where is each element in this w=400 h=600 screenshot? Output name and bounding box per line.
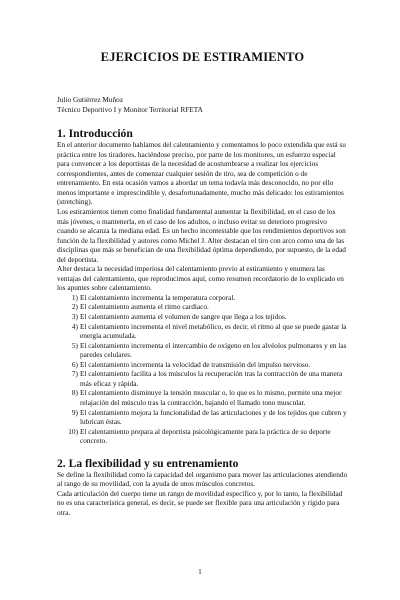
- list-item: [67, 408, 348, 427]
- page-number: 1: [198, 567, 202, 576]
- list-item: [67, 427, 348, 446]
- list-item-number: 8): [71, 388, 78, 398]
- list-item-number: 7): [71, 369, 78, 379]
- list-item-text: El calentamiento aumenta el ritmo cardiaco.: [80, 302, 209, 312]
- paragraph: Se define la flexibilidad como la capacidad del organismo para mover las articulaciones atendiendo al rango de su movilidad, con la ayuda de unos músculos concretos.: [57, 469, 348, 489]
- paragraph: Los estiramientos tienen como finalidad fundamental aumentar la flexibilidad, en el caso de los más jóvenes, o mantenerla, en el caso de los adultos, o incluso evitar su deterioro progresivo cuando se alcanza la mediana edad. Es un hecho incontestable que los rendimientos deportivos son función de la flexibilidad y autores como Michel J. Alter destacan el tiro con arco como una de las disciplinas que más se benefician de una flexibilidad óptima dependiendo, por supuesto, de la edad del deportista.: [57, 207, 346, 264]
- list-item-number: 3): [71, 312, 78, 322]
- list-item: [67, 341, 348, 360]
- list-item-text: El calentamiento incrementa la temperatura corporal.: [80, 292, 236, 302]
- list-item: [67, 360, 348, 370]
- paragraph: Alter destaca la necesidad imperiosa del calentamiento previo al estiramiento y enumera las ventajas del calentamiento, que reproducimos aquí, como resumen recordatorio de lo explicado en los apuntes sobre calentamiento.: [57, 264, 344, 293]
- list-item-number: 5): [71, 340, 78, 350]
- list-item-text: El calentamiento facilita a los músculos la recuperación tras la contracción de una manera más eficaz y rápida.: [80, 369, 343, 388]
- list-item-text: El calentamiento mejora la funcionalidad de las articulaciones y de los tejidos que cubren y lubrican éstas.: [80, 407, 347, 427]
- section-heading-flexibilidad: 2. La flexibilidad y su entrenamiento: [57, 456, 239, 470]
- list-item-number: 4): [71, 321, 78, 331]
- list-item-text: El calentamiento incrementa el intercambio de oxígeno en los alvéolos pulmonares y en las paredes celulares.: [80, 340, 347, 360]
- section-heading-introduccion: 1. Introducción: [57, 127, 133, 141]
- list-item: [67, 369, 348, 388]
- list-item-number: 6): [71, 359, 78, 369]
- paragraph: En el anterior documento hablamos del calentamiento y comentamos lo poco extendida que está su práctica entre los tiradores, haciéndose preciso, por parte de los monitores, un esfuerzo especial para convencer a los deportistas de la necesidad de acostumbrarse a realizar los ejercicios correspondientes, antes de comenzar cualquier sesión de tiro, sea de competición o de entrenamiento. En esta ocasión vamos a abordar un tema todavía más desconocido, no por ello menos importante e imprescindible y, desafortunadamente, mucho más delicado: los estiramientos (stretching).: [57, 140, 346, 207]
- list-item: [67, 302, 348, 312]
- list-item: [67, 293, 348, 303]
- list-item: [67, 312, 348, 322]
- list-item-number: 10): [68, 426, 78, 436]
- list-item-number: 9): [71, 407, 78, 417]
- list-item-text: El calentamiento incrementa la velocidad de transmisión del impulso nervioso.: [80, 359, 311, 369]
- list-item-text: El calentamiento incrementa el nivel metabólico, es decir, el ritmo al que se puede gastar la energía acumulada.: [80, 321, 347, 341]
- document-title: EJERCICIOS DE ESTIRAMIENTO: [100, 50, 305, 64]
- list-item-text: El calentamiento aumenta el volumen de sangre que llega a los tejidos.: [80, 312, 287, 322]
- list-item-number: 1): [71, 292, 78, 302]
- author-block: [57, 95, 348, 114]
- author-name: Julio Gutiérrez Muñoz: [57, 95, 124, 104]
- list-item: [67, 388, 348, 407]
- paragraph: Cada articulación del cuerpo tiene un rango de movilidad específico y, por lo tanto, la flexibilidad no es una característica general, es decir, se puede ser flexible para una articulación y rígido para otra.: [57, 488, 343, 517]
- list-item: [67, 322, 348, 341]
- list-item-text: El calentamiento disminuye la tensión muscular o, lo que es lo mismo, permite una mejor relajación del músculo tras la contracción, bajando el llamado tono muscular.: [80, 388, 342, 407]
- author-role: Técnico Deportivo I y Monitor Territorial RFETA: [57, 104, 203, 114]
- list-item-number: 2): [71, 302, 78, 312]
- list-item-text: El calentamiento prepara al deportista psicológicamente para la práctica de su deporte concreto.: [80, 426, 331, 446]
- warmup-benefits-list: [57, 293, 348, 446]
